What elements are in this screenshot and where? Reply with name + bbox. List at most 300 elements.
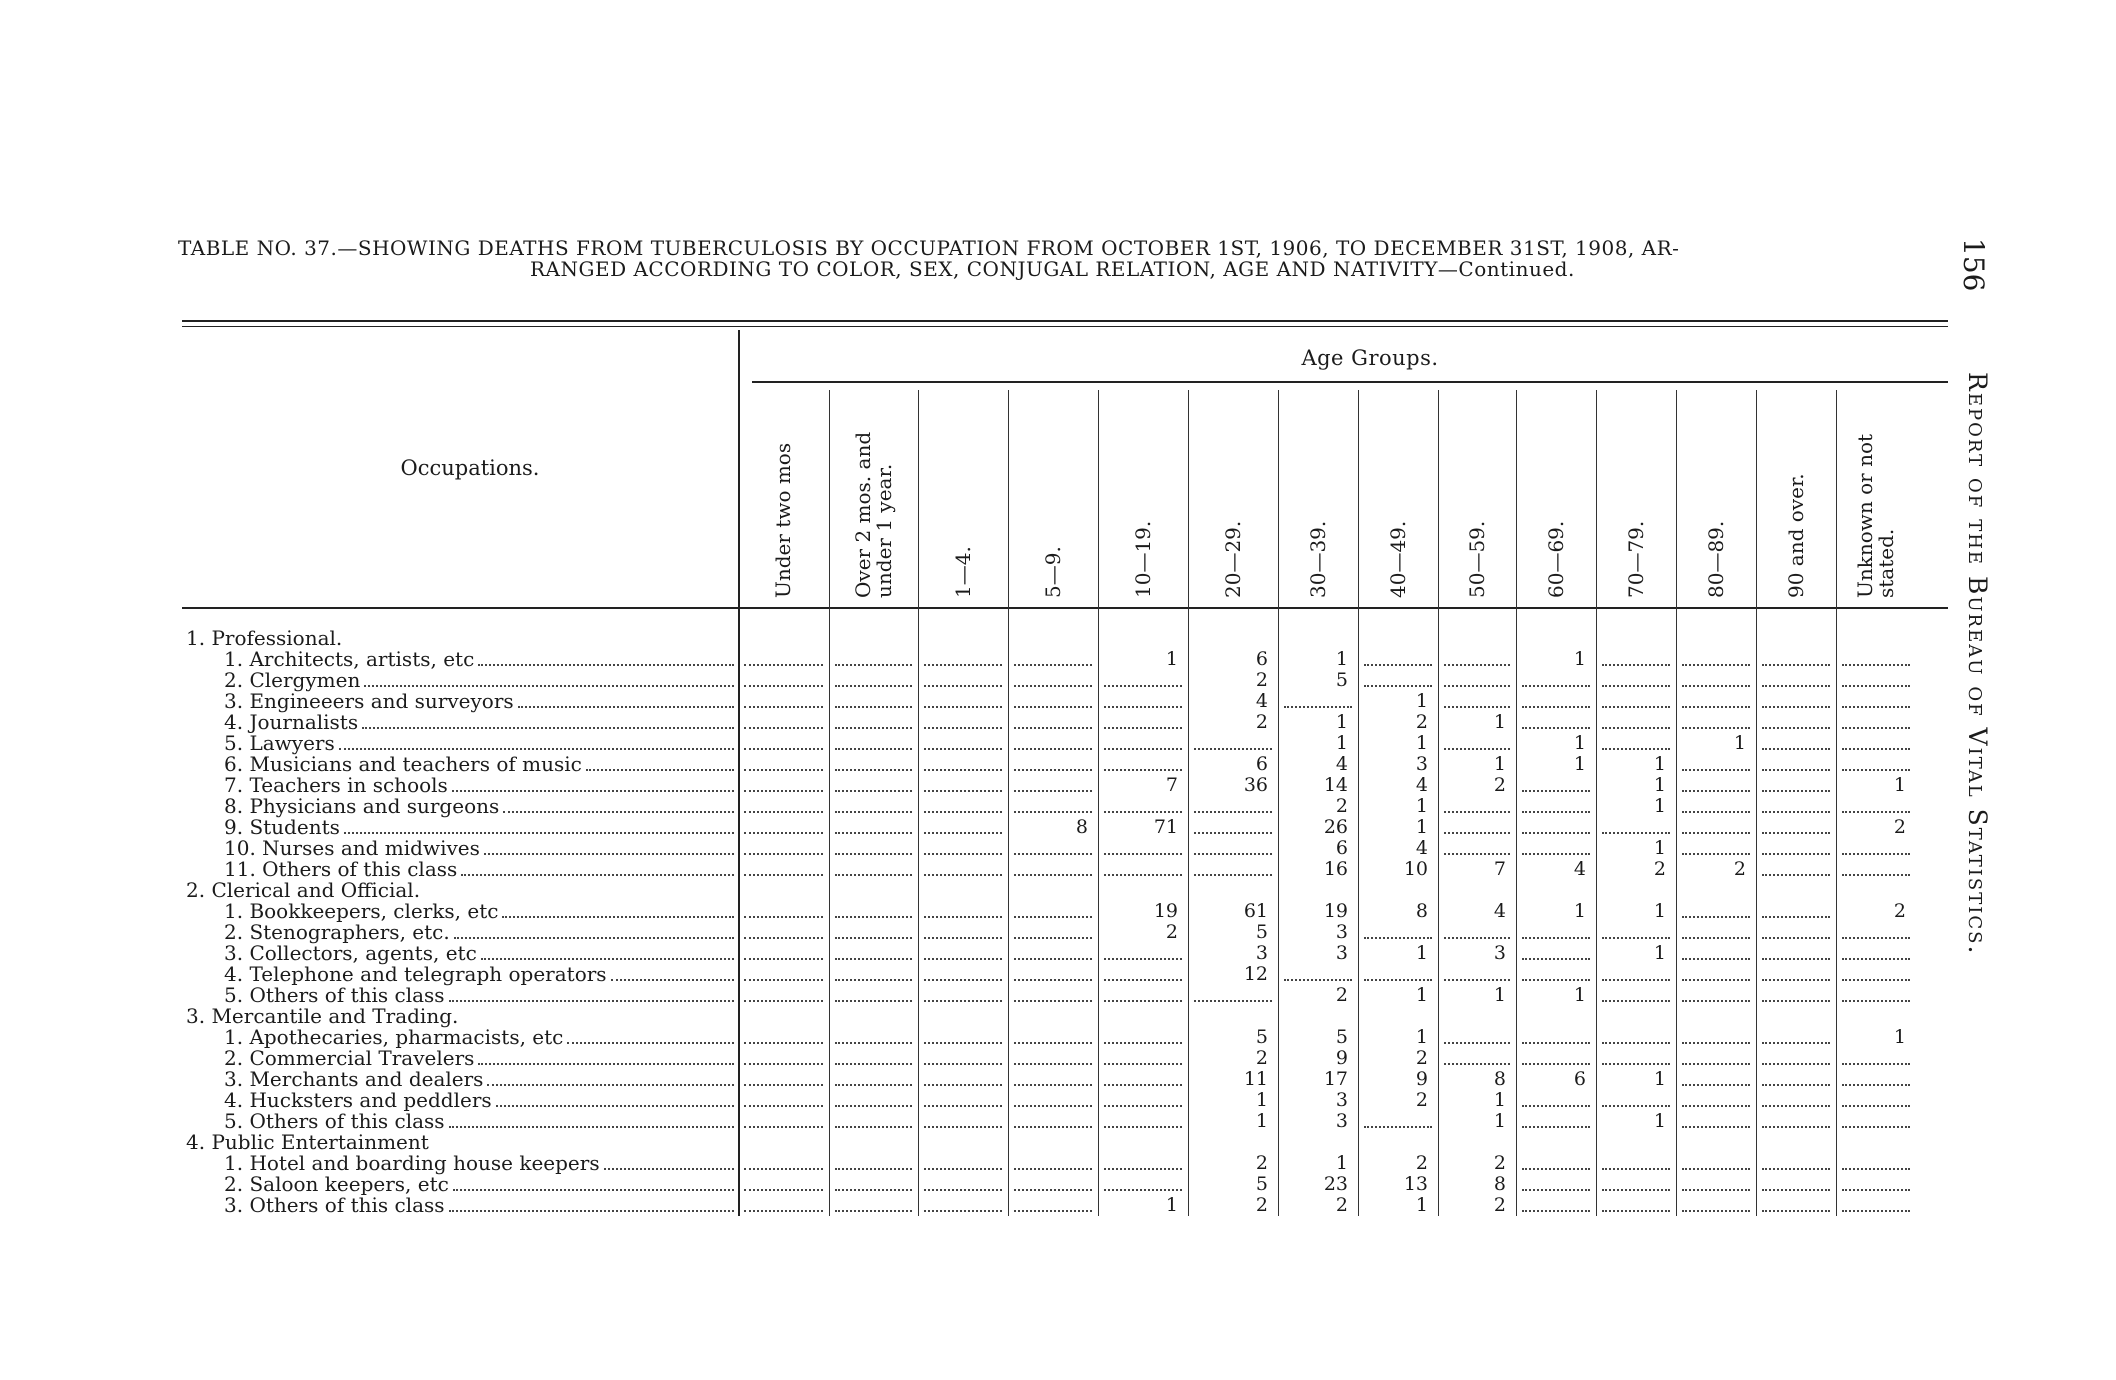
data-cell: 1 <box>1573 984 1586 1006</box>
table-row <box>0 1027 2116 1048</box>
table-group-row <box>0 1006 2116 1027</box>
empty-cell-dots <box>1444 706 1510 708</box>
empty-cell-dots <box>1104 853 1182 855</box>
row-label: 3. Merchants and dealers <box>224 1067 484 1091</box>
empty-cell-dots <box>1364 1126 1432 1128</box>
table-row <box>0 1111 2116 1132</box>
empty-cell-dots <box>1522 1063 1590 1065</box>
row-label: 4. Public Entertainment <box>186 1130 429 1154</box>
table-row <box>0 670 2116 691</box>
empty-cell-dots <box>835 1042 912 1044</box>
empty-cell-dots <box>1682 727 1750 729</box>
data-cell: 11 <box>1243 1068 1268 1090</box>
leader-dots <box>503 811 734 813</box>
empty-cell-dots <box>1682 664 1750 666</box>
empty-cell-dots <box>1762 874 1830 876</box>
empty-cell-dots <box>1602 1189 1670 1191</box>
empty-cell-dots <box>1014 1042 1092 1044</box>
data-cell: 4 <box>1415 837 1428 859</box>
data-cell: 7 <box>1493 858 1506 880</box>
empty-cell-dots <box>1444 664 1510 666</box>
empty-cell-dots <box>1194 832 1272 834</box>
empty-cell-dots <box>1014 685 1092 687</box>
table-row <box>0 817 2116 838</box>
table-row <box>0 1069 2116 1090</box>
leader-dots <box>502 916 734 918</box>
empty-cell-dots <box>835 832 912 834</box>
empty-cell-dots <box>924 1000 1002 1002</box>
table-row <box>0 691 2116 712</box>
data-cell: 8 <box>1415 900 1428 922</box>
empty-cell-dots <box>1104 685 1182 687</box>
leader-dots <box>452 790 734 792</box>
data-cell: 1 <box>1335 1152 1348 1174</box>
empty-cell-dots <box>1682 685 1750 687</box>
empty-cell-dots <box>1602 1168 1670 1170</box>
leader-dots <box>487 1084 734 1086</box>
empty-cell-dots <box>1842 727 1910 729</box>
empty-cell-dots <box>1522 727 1590 729</box>
data-cell: 2 <box>1493 1194 1506 1216</box>
empty-cell-dots <box>1602 937 1670 939</box>
age-groups-rule <box>752 381 1948 383</box>
data-cell: 9 <box>1335 1047 1348 1069</box>
data-cell: 4 <box>1493 900 1506 922</box>
empty-cell-dots <box>1444 811 1510 813</box>
leader-dots <box>496 1105 734 1107</box>
leader-dots <box>604 1168 734 1170</box>
empty-cell-dots <box>1104 1126 1182 1128</box>
empty-cell-dots <box>835 706 912 708</box>
empty-cell-dots <box>835 1105 912 1107</box>
leader-dots <box>362 727 734 729</box>
empty-cell-dots <box>1602 1042 1670 1044</box>
data-cell: 1 <box>1653 942 1666 964</box>
empty-cell-dots <box>1364 664 1432 666</box>
data-cell: 1 <box>1415 732 1428 754</box>
empty-cell-dots <box>835 664 912 666</box>
empty-cell-dots <box>1682 811 1750 813</box>
data-cell: 6 <box>1255 648 1268 670</box>
data-cell: 1 <box>1493 753 1506 775</box>
empty-cell-dots <box>835 748 912 750</box>
leader-dots <box>449 1210 734 1212</box>
data-cell: 3 <box>1335 921 1348 943</box>
data-cell: 14 <box>1323 774 1348 796</box>
empty-cell-dots <box>924 1210 1002 1212</box>
empty-cell-dots <box>924 706 1002 708</box>
empty-cell-dots <box>1842 769 1910 771</box>
empty-cell-dots <box>924 748 1002 750</box>
empty-cell-dots <box>1602 685 1670 687</box>
empty-cell-dots <box>1444 1063 1510 1065</box>
empty-cell-dots <box>835 937 912 939</box>
empty-cell-dots <box>1104 1063 1182 1065</box>
empty-cell-dots <box>1444 748 1510 750</box>
empty-cell-dots <box>1444 832 1510 834</box>
table-row <box>0 1048 2116 1069</box>
empty-cell-dots <box>1364 979 1432 981</box>
empty-cell-dots <box>1104 958 1182 960</box>
table-title-line2: RANGED ACCORDING TO COLOR, SEX, CONJUGAL RELATION, AGE AND NATIVITY—Continued. <box>530 257 1575 281</box>
row-label: 5. Others of this class <box>224 1109 445 1133</box>
empty-cell-dots <box>1682 1042 1750 1044</box>
empty-cell-dots <box>1762 1168 1830 1170</box>
row-label: 10. Nurses and midwives <box>224 836 480 860</box>
empty-cell-dots <box>1104 727 1182 729</box>
data-cell: 2 <box>1493 1152 1506 1174</box>
data-cell: 6 <box>1335 837 1348 859</box>
empty-cell-dots <box>1364 685 1432 687</box>
data-cell: 1 <box>1653 1110 1666 1132</box>
table-group-row <box>0 628 2116 649</box>
empty-cell-dots <box>1014 1189 1092 1191</box>
empty-cell-dots <box>1762 979 1830 981</box>
data-cell: 1 <box>1493 984 1506 1006</box>
empty-cell-dots <box>924 1105 1002 1107</box>
data-cell: 5 <box>1335 1026 1348 1048</box>
empty-cell-dots <box>1602 727 1670 729</box>
empty-cell-dots <box>924 979 1002 981</box>
empty-cell-dots <box>1104 1084 1182 1086</box>
empty-cell-dots <box>1444 979 1510 981</box>
empty-cell-dots <box>744 727 823 729</box>
table-group-row <box>0 880 2116 901</box>
empty-cell-dots <box>835 1084 912 1086</box>
empty-cell-dots <box>744 1168 823 1170</box>
leader-dots <box>611 979 734 981</box>
data-cell: 1 <box>1255 1110 1268 1132</box>
empty-cell-dots <box>1842 685 1910 687</box>
empty-cell-dots <box>1602 1000 1670 1002</box>
row-label: 2. Clergymen <box>224 668 361 692</box>
empty-cell-dots <box>744 811 823 813</box>
empty-cell-dots <box>835 853 912 855</box>
table-row <box>0 1174 2116 1195</box>
data-cell: 9 <box>1415 1068 1428 1090</box>
row-label: 3. Others of this class <box>224 1193 445 1217</box>
data-cell: 1 <box>1573 648 1586 670</box>
data-cell: 1 <box>1493 711 1506 733</box>
empty-cell-dots <box>1762 664 1830 666</box>
empty-cell-dots <box>1762 1063 1830 1065</box>
empty-cell-dots <box>835 979 912 981</box>
empty-cell-dots <box>1522 1042 1590 1044</box>
empty-cell-dots <box>1762 1210 1830 1212</box>
empty-cell-dots <box>924 664 1002 666</box>
empty-cell-dots <box>835 1210 912 1212</box>
row-label: 4. Telephone and telegraph operators <box>224 962 607 986</box>
empty-cell-dots <box>1194 748 1272 750</box>
empty-cell-dots <box>835 1000 912 1002</box>
data-cell: 3 <box>1493 942 1506 964</box>
empty-cell-dots <box>924 685 1002 687</box>
empty-cell-dots <box>1762 832 1830 834</box>
empty-cell-dots <box>1762 790 1830 792</box>
empty-cell-dots <box>1682 937 1750 939</box>
table-row <box>0 985 2116 1006</box>
empty-cell-dots <box>1762 1189 1830 1191</box>
empty-cell-dots <box>1682 979 1750 981</box>
empty-cell-dots <box>1522 853 1590 855</box>
empty-cell-dots <box>1682 1105 1750 1107</box>
data-cell: 1 <box>1653 753 1666 775</box>
empty-cell-dots <box>744 1084 823 1086</box>
data-cell: 2 <box>1415 1152 1428 1174</box>
table-title-line1: TABLE NO. 37.—SHOWING DEATHS FROM TUBERCULOSIS BY OCCUPATION FROM OCTOBER 1ST, 1906, TO DECEMBER 31ST, 1908, AR- <box>178 236 1680 260</box>
data-cell: 17 <box>1323 1068 1348 1090</box>
row-label: 2. Commercial Travelers <box>224 1046 475 1070</box>
empty-cell-dots <box>1104 1042 1182 1044</box>
data-cell: 1 <box>1165 648 1178 670</box>
empty-cell-dots <box>1014 1126 1092 1128</box>
data-cell: 3 <box>1335 942 1348 964</box>
data-cell: 1 <box>1653 900 1666 922</box>
data-cell: 1 <box>1573 753 1586 775</box>
empty-cell-dots <box>924 1126 1002 1128</box>
empty-cell-dots <box>1194 811 1272 813</box>
empty-cell-dots <box>1842 1210 1910 1212</box>
empty-cell-dots <box>1762 727 1830 729</box>
data-cell: 71 <box>1153 816 1178 838</box>
empty-cell-dots <box>835 727 912 729</box>
data-cell: 5 <box>1255 1026 1268 1048</box>
empty-cell-dots <box>924 727 1002 729</box>
data-cell: 3 <box>1415 753 1428 775</box>
data-cell: 2 <box>1733 858 1746 880</box>
empty-cell-dots <box>1842 853 1910 855</box>
empty-cell-dots <box>1444 853 1510 855</box>
empty-cell-dots <box>835 958 912 960</box>
empty-cell-dots <box>1014 748 1092 750</box>
empty-cell-dots <box>1522 1189 1590 1191</box>
data-cell: 2 <box>1335 984 1348 1006</box>
empty-cell-dots <box>1762 853 1830 855</box>
empty-cell-dots <box>1104 1105 1182 1107</box>
empty-cell-dots <box>1842 1168 1910 1170</box>
empty-cell-dots <box>1842 1126 1910 1128</box>
data-cell: 1 <box>1415 816 1428 838</box>
data-cell: 2 <box>1415 1047 1428 1069</box>
empty-cell-dots <box>835 685 912 687</box>
empty-cell-dots <box>1842 958 1910 960</box>
row-label: 3. Mercantile and Trading. <box>186 1004 459 1028</box>
occupations-heading: Occupations. <box>400 456 540 480</box>
empty-cell-dots <box>744 1105 823 1107</box>
data-cell: 7 <box>1165 774 1178 796</box>
row-label: 7. Teachers in schools <box>224 773 448 797</box>
empty-cell-dots <box>1284 706 1352 708</box>
empty-cell-dots <box>1014 664 1092 666</box>
data-cell: 2 <box>1653 858 1666 880</box>
empty-cell-dots <box>1682 769 1750 771</box>
data-cell: 1 <box>1415 795 1428 817</box>
empty-cell-dots <box>1682 1210 1750 1212</box>
empty-cell-dots <box>1682 1084 1750 1086</box>
empty-cell-dots <box>1762 1105 1830 1107</box>
empty-cell-dots <box>1762 916 1830 918</box>
empty-cell-dots <box>924 1042 1002 1044</box>
empty-cell-dots <box>1842 748 1910 750</box>
empty-cell-dots <box>924 1084 1002 1086</box>
empty-cell-dots <box>1014 916 1092 918</box>
table-row <box>0 775 2116 796</box>
data-cell: 26 <box>1323 816 1348 838</box>
data-cell: 4 <box>1573 858 1586 880</box>
empty-cell-dots <box>1522 937 1590 939</box>
empty-cell-dots <box>744 979 823 981</box>
table-row <box>0 796 2116 817</box>
empty-cell-dots <box>1762 706 1830 708</box>
data-cell: 1 <box>1255 1089 1268 1111</box>
row-label: 5. Others of this class <box>224 983 445 1007</box>
empty-cell-dots <box>1682 853 1750 855</box>
leader-dots <box>586 769 734 771</box>
table-row <box>0 712 2116 733</box>
empty-cell-dots <box>1364 937 1432 939</box>
empty-cell-dots <box>1104 748 1182 750</box>
empty-cell-dots <box>744 937 823 939</box>
data-cell: 1 <box>1653 837 1666 859</box>
leader-dots <box>484 853 734 855</box>
table-row <box>0 733 2116 754</box>
data-cell: 1 <box>1653 795 1666 817</box>
empty-cell-dots <box>1762 958 1830 960</box>
empty-cell-dots <box>924 790 1002 792</box>
row-label: 2. Stenographers, etc. <box>224 920 450 944</box>
data-cell: 10 <box>1403 858 1428 880</box>
empty-cell-dots <box>1522 811 1590 813</box>
empty-cell-dots <box>1762 1042 1830 1044</box>
empty-cell-dots <box>1014 1000 1092 1002</box>
row-label: 3. Engineeers and surveyors <box>224 689 514 713</box>
data-cell: 1 <box>1893 774 1906 796</box>
leader-dots <box>344 832 734 834</box>
empty-cell-dots <box>1762 685 1830 687</box>
data-cell: 13 <box>1403 1173 1428 1195</box>
empty-cell-dots <box>1014 1105 1092 1107</box>
empty-cell-dots <box>1842 1105 1910 1107</box>
leader-dots <box>567 1042 734 1044</box>
empty-cell-dots <box>1014 979 1092 981</box>
row-label: 2. Clerical and Official. <box>186 878 421 902</box>
empty-cell-dots <box>1682 706 1750 708</box>
empty-cell-dots <box>744 1000 823 1002</box>
empty-cell-dots <box>744 874 823 876</box>
row-label: 4. Hucksters and peddlers <box>224 1088 492 1112</box>
data-cell: 2 <box>1335 1194 1348 1216</box>
top-rule-2 <box>182 326 1948 327</box>
empty-cell-dots <box>1682 1168 1750 1170</box>
empty-cell-dots <box>1444 685 1510 687</box>
data-cell: 1 <box>1653 1068 1666 1090</box>
data-cell: 4 <box>1415 774 1428 796</box>
empty-cell-dots <box>1522 685 1590 687</box>
header-bottom-rule <box>182 607 1948 609</box>
data-cell: 1 <box>1493 1110 1506 1132</box>
empty-cell-dots <box>1104 769 1182 771</box>
empty-cell-dots <box>1194 853 1272 855</box>
empty-cell-dots <box>1762 1000 1830 1002</box>
leader-dots <box>449 1000 734 1002</box>
empty-cell-dots <box>1682 1189 1750 1191</box>
empty-cell-dots <box>1762 937 1830 939</box>
data-cell: 5 <box>1255 1173 1268 1195</box>
empty-cell-dots <box>1014 811 1092 813</box>
empty-cell-dots <box>1602 664 1670 666</box>
empty-cell-dots <box>1104 874 1182 876</box>
empty-cell-dots <box>924 1168 1002 1170</box>
data-cell: 1 <box>1893 1026 1906 1048</box>
data-cell: 36 <box>1243 774 1268 796</box>
leader-dots <box>518 706 734 708</box>
empty-cell-dots <box>744 748 823 750</box>
data-cell: 2 <box>1165 921 1178 943</box>
empty-cell-dots <box>1104 1000 1182 1002</box>
leader-dots <box>454 937 734 939</box>
empty-cell-dots <box>1014 853 1092 855</box>
empty-cell-dots <box>924 937 1002 939</box>
table-row <box>0 964 2116 985</box>
empty-cell-dots <box>1762 811 1830 813</box>
row-label: 6. Musicians and teachers of music <box>224 752 582 776</box>
empty-cell-dots <box>835 874 912 876</box>
data-cell: 12 <box>1243 963 1268 985</box>
empty-cell-dots <box>924 874 1002 876</box>
empty-cell-dots <box>1014 727 1092 729</box>
table-row <box>0 943 2116 964</box>
row-label: 11. Others of this class <box>224 857 458 881</box>
empty-cell-dots <box>1014 874 1092 876</box>
data-cell: 1 <box>1335 648 1348 670</box>
empty-cell-dots <box>744 706 823 708</box>
empty-cell-dots <box>1194 874 1272 876</box>
row-label: 5. Lawyers <box>224 731 335 755</box>
empty-cell-dots <box>1014 937 1092 939</box>
data-cell: 2 <box>1335 795 1348 817</box>
empty-cell-dots <box>1014 1084 1092 1086</box>
row-label: 1. Apothecaries, pharmacists, etc <box>224 1025 564 1049</box>
data-cell: 6 <box>1255 753 1268 775</box>
data-cell: 61 <box>1243 900 1268 922</box>
empty-cell-dots <box>1444 937 1510 939</box>
table-row <box>0 1090 2116 1111</box>
empty-cell-dots <box>1014 790 1092 792</box>
data-cell: 1 <box>1415 690 1428 712</box>
leader-dots <box>449 1126 734 1128</box>
empty-cell-dots <box>1104 1189 1182 1191</box>
data-cell: 8 <box>1493 1068 1506 1090</box>
empty-cell-dots <box>1014 706 1092 708</box>
empty-cell-dots <box>1284 979 1352 981</box>
empty-cell-dots <box>1522 1126 1590 1128</box>
data-cell: 2 <box>1893 900 1906 922</box>
leader-dots <box>339 748 734 750</box>
data-cell: 1 <box>1415 942 1428 964</box>
empty-cell-dots <box>835 1126 912 1128</box>
data-cell: 2 <box>1415 711 1428 733</box>
row-label: 1. Hotel and boarding house keepers <box>224 1151 600 1175</box>
empty-cell-dots <box>1762 769 1830 771</box>
table-row <box>0 1153 2116 1174</box>
empty-cell-dots <box>744 685 823 687</box>
data-cell: 5 <box>1335 669 1348 691</box>
data-cell: 1 <box>1415 984 1428 1006</box>
empty-cell-dots <box>744 916 823 918</box>
empty-cell-dots <box>1014 1210 1092 1212</box>
data-cell: 1 <box>1415 1194 1428 1216</box>
data-cell: 2 <box>1493 774 1506 796</box>
